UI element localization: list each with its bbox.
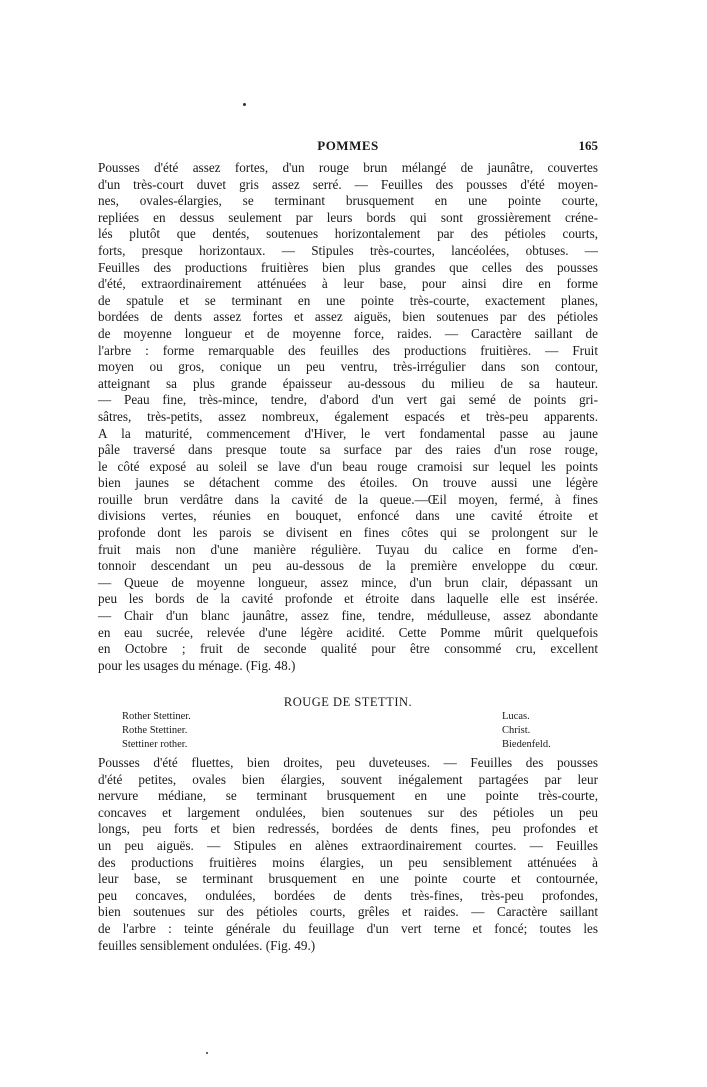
synonym-author: Christ. — [502, 725, 531, 736]
text-line: feuilles sensiblement ondulées. (Fig. 49.) — [98, 937, 316, 953]
synonym-name: Rother Stettiner. — [122, 711, 191, 722]
text-line: bien jaunes se détachent comme des étoiles. On trouve aussi une légère — [98, 475, 598, 491]
text-line: longs, peu forts et bien redressés, bordées de dents fines, peu profondes et — [98, 821, 598, 837]
text-line: bordées de dents assez fortes et assez aiguës, bien soutenues par des pétioles — [98, 309, 598, 325]
page-number: 165 — [578, 138, 598, 153]
text-line: fruit mais non d'une manière régulière. Tuyau du calice en forme d'en- — [98, 541, 598, 557]
text-line: un peu aiguës. — Stipules en alènes extraordinairement courtes. — Feuilles — [98, 837, 598, 853]
text-line: moyen ou gros, conique un peu ventru, très-irrégulier dans son contour, — [98, 359, 598, 375]
text-line: en eau sucrée, relevée d'une légère acidité. Cette Pomme mûrit quelquefois — [98, 624, 598, 640]
synonym-list — [122, 710, 562, 752]
synonym-author: Lucas. — [502, 711, 530, 722]
text-line: repliées en dessus seulement par leurs bords qui sont grossièrement créne- — [98, 209, 598, 225]
running-head — [98, 138, 598, 156]
text-line: l'arbre : forme remarquable des feuilles des productions fruitières. — Fruit — [98, 342, 598, 358]
synonym-row — [122, 738, 562, 752]
text-line: de spatule et se terminant en une pointe très-courte, exactement planes, — [98, 292, 598, 308]
text-line: d'été, extraordinairement atténuées à leur base, pour ainsi dire en forme — [98, 276, 598, 292]
text-line: nervure médiane, se terminant brusquement en une pointe très-courte, — [98, 788, 598, 804]
text-line: profonde dont les parois se divisent en fines côtes qui se prolongent sur le — [98, 525, 598, 541]
text-line: Pousses d'été assez fortes, d'un rouge brun mélangé de jaunâtre, couvertes — [98, 160, 598, 175]
text-line: atteignant sa plus grande épaisseur au-dessous du milieu de sa hauteur. — [98, 375, 598, 391]
text-line: lés plutôt que dentés, soutenues horizontalement par des pétioles courts, — [98, 226, 598, 242]
text-line: concaves et largement ondulées, bien soutenues sur des pétioles un peu — [98, 804, 598, 820]
text-line: rouille brun verdâtre dans la cavité de la queue.—Œil moyen, fermé, à fines — [98, 491, 598, 507]
variety-heading: ROUGE DE STETTIN. — [283, 695, 413, 709]
synonym-name: Rothe Stettiner. — [122, 725, 188, 736]
ink-speck — [243, 103, 246, 106]
text-line: d'un très-court duvet gris assez serré. — Feuilles des pousses d'été moyen- — [98, 176, 598, 192]
text-line: peu les bords de la cavité profonde et étroite dans laquelle elle est insérée. — [98, 591, 598, 607]
text-line: pâle traversé dans presque toute sa surface par des raies d'un rose rouge, — [98, 442, 598, 458]
text-line: divisions vertes, réunies en bouquet, enfoncé dans une cavité étroite et — [98, 508, 598, 524]
synonym-row — [122, 724, 562, 738]
text-line: de moyenne longueur et de moyenne force, raides. — Caractère saillant de — [98, 325, 598, 341]
text-line: de l'arbre : teinte générale du feuillage d'un vert terne et foncé; toutes les — [98, 920, 598, 936]
text-line: peu concaves, ondulées, bordées de dents très-fines, très-peu profondes, — [98, 887, 598, 903]
text-line: le côté exposé au soleil se lave d'un beau rouge cramoisi sur lequel les points — [98, 458, 598, 474]
running-title: POMMES — [317, 138, 379, 153]
text-line: — Peau fine, très-mince, tendre, d'abord d'un vert gai semé de points gri- — [98, 392, 598, 408]
ink-speck — [206, 1052, 208, 1054]
text-line: pour les usages du ménage. (Fig. 48.) — [98, 657, 296, 673]
paragraph-pommes-description — [98, 160, 598, 674]
text-line: A la maturité, commencement d'Hiver, le vert fondamental passe au jaune — [98, 425, 598, 441]
text-line: sâtres, très-petits, assez nombreux, également espacés et très-peu apparents. — [98, 408, 598, 424]
text-line: — Chair d'un blanc jaunâtre, assez fine, tendre, médulleuse, assez abondante — [98, 608, 598, 624]
paragraph-rouge-de-stettin — [98, 755, 598, 954]
text-line: Pousses d'été fluettes, bien droites, peu duveteuses. — Feuilles des pousses — [98, 755, 598, 770]
text-line: des productions fruitières moins élargies, un peu sensiblement atténuées à — [98, 854, 598, 870]
text-line: leur base, se terminant brusquement en une pointe courte et contournée, — [98, 871, 598, 887]
text-line: tonnoir descendant un peu au-dessous de la première enveloppe du cœur. — [98, 558, 598, 574]
synonym-author: Biedenfeld. — [502, 739, 551, 750]
text-line: en Octobre ; fruit de seconde qualité pour être consommé cru, excellent — [98, 641, 598, 657]
text-line: — Queue de moyenne longueur, assez mince, d'un brun clair, dépassant un — [98, 574, 598, 590]
text-line: d'été petites, ovales bien élargies, souvent inégalement partagées par leur — [98, 771, 598, 787]
synonym-name: Stettiner rother. — [122, 739, 188, 750]
text-line: Feuilles des productions fruitières bien plus grandes que celles des pousses — [98, 259, 598, 275]
text-line: bien soutenues sur des pétioles courts, grêles et raides. — Caractère saillant — [98, 904, 598, 920]
text-line: nes, ovales-élargies, se terminant brusquement en une pointe courte, — [98, 193, 598, 209]
text-line: forts, presque horizontaux. — Stipules très-courtes, lancéolées, obtuses. — — [98, 242, 598, 258]
synonym-row — [122, 710, 562, 724]
